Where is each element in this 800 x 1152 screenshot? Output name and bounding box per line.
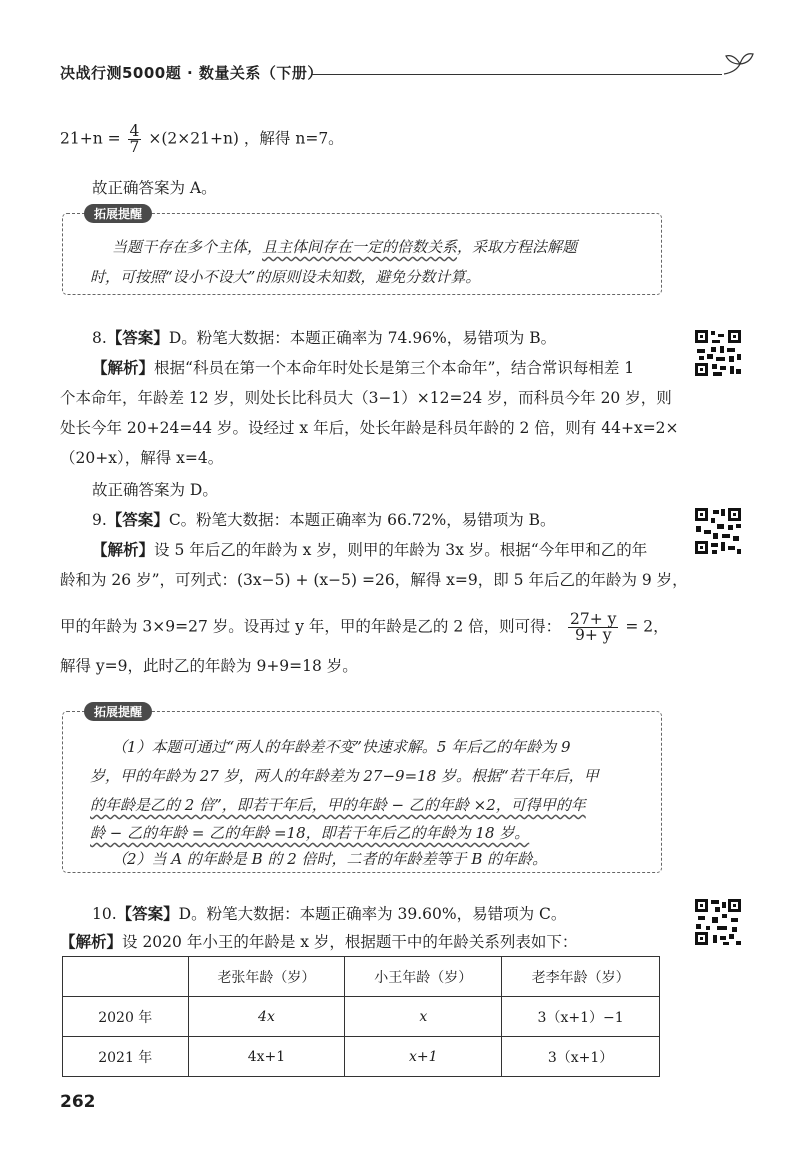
q8-analysis-line-4: （20+x），解得 x=4。 [60, 449, 224, 467]
analysis-tag: 【解析】 [92, 540, 155, 559]
equation-fraction [128, 124, 142, 155]
q8-answer-line: 8.【答案】D。粉笔大数据：本题正确率为 74.96%，易错项为 B。 [92, 328, 557, 347]
table-header-cell [63, 957, 189, 997]
equation-right: ×(2×21+n) [148, 129, 239, 148]
age-table [62, 956, 660, 1077]
table-header-row [63, 957, 660, 997]
q10-qr-code[interactable] [693, 897, 743, 947]
answer-tag: 【答案】 [116, 904, 179, 923]
table-cell: 2021 年 [63, 1037, 189, 1077]
q10-answer-line: 10.【答案】D。粉笔大数据：本题正确率为 39.60%，易错项为 C。 [92, 904, 567, 923]
tip-badge-2: 拓展提醒 [84, 702, 152, 721]
running-header: 决战行测5000题 · 数量关系（下册） [60, 64, 323, 82]
table-row [63, 997, 660, 1037]
table-cell: 3（x+1） [502, 1037, 660, 1077]
fraction-denominator: 9+ y [574, 626, 612, 644]
q8-qr-code[interactable] [693, 328, 743, 378]
table-cell: 3（x+1）−1 [502, 997, 660, 1037]
equation-left: 21+n = [60, 129, 121, 148]
tip-2-line-4: 龄 − 乙的年龄 = 乙的年龄 =18，即若干年后乙的年龄为 18 岁。 [90, 824, 530, 842]
q9-analysis-line-3: 甲的年龄为 3×9=27 岁。设再过 y 年，甲的年龄是乙的 2 倍，则可得： $\frac{27+ y}{9+ y}$ = 2， [60, 610, 669, 644]
tip-1-line-2: 时，可按照“设小不设大”的原则设未知数，避免分数计算。 [90, 268, 481, 286]
fraction-numerator: 27+ y [570, 610, 617, 628]
q9-analysis-line-2: 龄和为 26 岁”，可列式：(3x−5) + (x−5) =26，解得 x=9，即 5 年后乙的年龄为 9 岁， [60, 571, 688, 589]
tip-2-line-2: 岁，甲的年龄为 27 岁，两人的年龄差为 27−9=18 岁。根据“若干年后，甲 [90, 767, 599, 785]
qr-code-icon [693, 897, 743, 947]
table-header-cell: 老李年龄（岁） [502, 957, 660, 997]
table-cell: 2020 年 [63, 997, 189, 1037]
table-cell: x [345, 997, 502, 1037]
intro-equation [60, 124, 344, 155]
q8-analysis-line-2: 个本命年，年龄差 12 岁，则处长比科员大（3−1）×12=24 岁，而科员今年 20 岁，则 [60, 389, 672, 407]
q9-qr-code[interactable] [693, 506, 743, 556]
equation-result: ，解得 n=7。 [243, 129, 344, 148]
answer-tag: 【答案】 [106, 328, 169, 347]
q9-fraction [568, 612, 618, 643]
sprout-icon [720, 50, 756, 80]
table-cell: 4x+1 [188, 1037, 345, 1077]
q8-analysis-line-3: 处长今年 20+24=44 岁。设经过 x 年后，处长年龄是科员年龄的 2 倍，则有 44+x=2× [60, 419, 679, 437]
qr-code-icon [693, 506, 743, 556]
tip-1-line-1: 当题干存在多个主体，且主体间存在一定的倍数关系，采取方程法解题 [112, 238, 578, 256]
fraction-numerator: 4 [129, 122, 140, 140]
tip-2-line-5: （2）当 A 的年龄是 B 的 2 倍时，二者的年龄差等于 B 的年龄。 [112, 850, 548, 868]
header-rule [312, 74, 722, 75]
tip-badge-1: 拓展提醒 [84, 204, 152, 223]
q9-answer-line: 9.【答案】C。粉笔大数据：本题正确率为 66.72%，易错项为 B。 [92, 510, 556, 529]
q8-analysis-line-1: 【解析】根据“科员在第一个本命年时处长是第三个本命年”，结合常识每相差 1 [92, 358, 635, 377]
tip-2-line-1: （1）本题可通过“两人的年龄差不变”快速求解。5 年后乙的年龄为 9 [112, 738, 571, 756]
qr-code-icon [693, 328, 743, 378]
table-header-cell: 老张年龄（岁） [188, 957, 345, 997]
page-number: 262 [60, 1092, 96, 1112]
q8-conclusion: 故正确答案为 D。 [92, 481, 218, 499]
table-cell: x+1 [345, 1037, 502, 1077]
q9-analysis-line-1: 【解析】设 5 年后乙的年龄为 x 岁，则甲的年龄为 3x 岁。根据“今年甲和乙的年 [92, 540, 648, 559]
table-row [63, 1037, 660, 1077]
fraction-denominator: 7 [129, 138, 140, 156]
tip-1-emphasis: 且主体间存在一定的倍数关系 [262, 238, 458, 256]
q9-analysis-line-4: 解得 y=9，此时乙的年龄为 9+9=18 岁。 [60, 657, 358, 675]
table-header-cell: 小王年龄（岁） [345, 957, 502, 997]
tip-2-line-3: 的年龄是乙的 2 倍”，即若干年后，甲的年龄 − 乙的年龄 ×2，可得甲的年 [90, 796, 586, 814]
q10-analysis-line-1: 【解析】设 2020 年小王的年龄是 x 岁，根据题干中的年龄关系列表如下： [60, 932, 578, 951]
analysis-tag: 【解析】 [60, 932, 123, 951]
analysis-tag: 【解析】 [92, 358, 155, 377]
table-cell: 4x [188, 997, 345, 1037]
answer-tag: 【答案】 [106, 510, 169, 529]
intro-answer: 故正确答案为 A。 [92, 179, 217, 197]
